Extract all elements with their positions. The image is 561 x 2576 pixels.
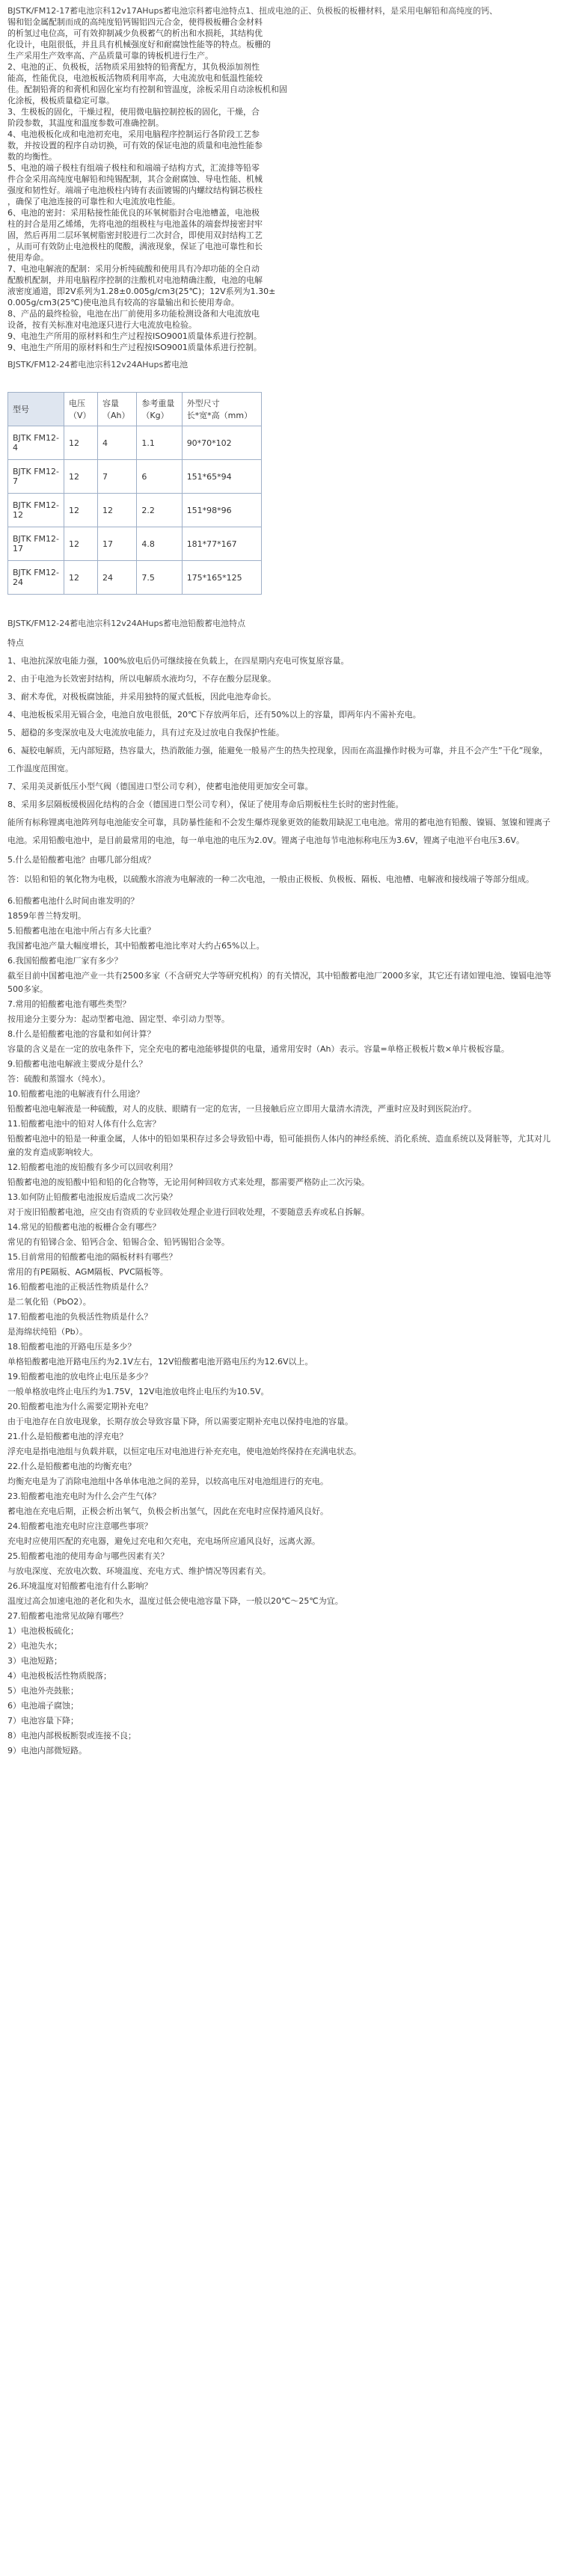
header-voltage-label: 电压 (69, 399, 85, 408)
spec-cell-weight: 2.2 (137, 494, 182, 527)
header-capacity-label: 容量 (102, 399, 119, 408)
faq-line: 1859年普兰特发明。 (7, 911, 86, 921)
faq-line: 2）电池失水； (7, 1641, 62, 1651)
specs-heading: BJSTK/FM12-24蓄电池宗科12v24AHups蓄电池 (7, 360, 188, 369)
faq-line: 6.铅酸蓄电池什么时间由谁发明的？ (7, 896, 139, 906)
header-capacity (98, 393, 137, 426)
intro-paragraph: 化涂板，极板质量稳定可靠。 (7, 96, 114, 105)
spec-cell-weight: 1.1 (137, 426, 182, 460)
intro-paragraph: 9、电池生产所用的原材料和生产过程按ISO9001质量体系进行控制。 (7, 331, 262, 341)
faq-line: 7.常用的铅酸蓄电池有哪些类型？ (7, 999, 131, 1009)
faq-line: 8.什么是铅酸蓄电池的容量和如何计算？ (7, 1029, 156, 1039)
intro-paragraph: 5、电池的端子极柱有组端子极柱和和端端子结构方式，汇流排等铅零 (7, 163, 260, 173)
faq-line: 温度过高会加速电池的老化和失水，温度过低会使电池容量下降，一般以20℃～25℃为宜。 (7, 1596, 343, 1606)
faq-line: 蓄电池在充电后期，正极会析出氧气，负极会析出氢气，因此在充电时应保持通风良好。 (7, 1506, 328, 1516)
intro-paragraph: 使用寿命。 (7, 253, 49, 263)
intro-paragraph: 柱的封合是用乙烯烯，先将电池的组极柱与电池盖体的端套焊接密封牢 (7, 219, 263, 229)
spec-cell-capacity: 7 (98, 460, 137, 494)
intro-paragraph: 化设计，电阻很低，并且具有机械强度好和耐腐蚀性能等的特点。板栅的 (7, 40, 271, 49)
intro-section (7, 6, 554, 352)
faq-line: 16.铅酸蓄电池的正极活性物质是什么？ (7, 1282, 153, 1292)
intro-paragraph: 3、生极板的固化，干燥过程，使用微电脑控制控板的固化，干燥，合 (7, 107, 260, 117)
intro-paragraphs (7, 17, 554, 352)
header-model: 型号 (8, 393, 64, 426)
faq-line: 铅酸蓄电池电解液是一种硫酸，对人的皮肤、眼睛有一定的危害，一旦接触后应立即用大量清水清洗，严重时应及时到医院治疗。 (7, 1104, 476, 1114)
spec-cell-weight: 7.5 (137, 561, 182, 595)
intro-paragraph: 配酸机配制，并用电脑程序控制的注酸机对电池精确注酸，电池的电解 (7, 275, 263, 285)
spec-cell-model: BJTK FM12-24 (8, 561, 64, 595)
intro-paragraph: 件合金采用高纯度电解铅和纯锡配制，其合金耐腐蚀、导电性能、机械 (7, 174, 263, 184)
faq-line: 答：硫酸和蒸馏水（纯水）。 (7, 1074, 111, 1084)
feature-extra-line: 答：以铅和铅的氧化物为电极，以硫酸水溶液为电解液的一种二次电池，一般由正极板、负极板、隔板、电池槽、电解液和接线端子等部分组成。 (7, 874, 534, 884)
feature-item: 1、电池抗深放电能力强，100%放电后仍可继续接在负载上，在四星期内充电可恢复原容量。 (7, 656, 349, 666)
faq-line: 25.铅酸蓄电池的使用寿命与哪些因素有关？ (7, 1551, 169, 1561)
faq-line: 22.什么是铅酸蓄电池的均衡充电？ (7, 1462, 136, 1471)
spec-row (8, 494, 262, 527)
feature-item: 7、采用美灵新低压小型气阀（德国进口型公司专利），使蓄电池使用更加安全可靠。 (7, 782, 313, 791)
header-weight-label: 参考重量 (141, 399, 175, 408)
faq-line: 与放电深度、充放电次数、环境温度、充电方式、维护情况等因素有关。 (7, 1566, 271, 1576)
intro-paragraph: 锡和铝金属配制而成的高纯度铅钙锡铝四元合金，使得极板栅合金材料 (7, 17, 263, 27)
spec-cell-model: BJTK FM12-12 (8, 494, 64, 527)
faq-article (7, 895, 554, 1758)
spec-row (8, 426, 262, 460)
features-extra (7, 814, 554, 889)
intro-paragraph: 2、电池的正、负极板，活物质采用独特的铅膏配方，其负极添加剂性 (7, 62, 260, 72)
faq-line: 15.目前常用的铅酸蓄电池的隔板材料有哪些？ (7, 1252, 177, 1262)
faq-line: 12.铅酸蓄电池的废铅酸有多少可以回收利用？ (7, 1162, 177, 1172)
faq-line: 8）电池内部极板断裂或连接不良； (7, 1731, 136, 1741)
faq-line: 充电时应使用匹配的充电器，避免过充电和欠充电，充电场所应通风良好，远离火源。 (7, 1536, 320, 1546)
faq-line: 按用途分主要分为：起动型蓄电池、固定型、牵引动力型等。 (7, 1014, 230, 1024)
faq-line: 我国蓄电池产量大幅度增长，其中铅酸蓄电池比率对大约占65%以上。 (7, 941, 265, 951)
faq-line: 24.铅酸蓄电池充电时应注意哪些事项？ (7, 1521, 153, 1531)
feature-extra-line: 5.什么是铅酸蓄电池？由哪几部分组成？ (7, 855, 156, 865)
faq-line: 20.铅酸蓄电池为什么需要定期补充电？ (7, 1402, 153, 1411)
spec-cell-capacity: 24 (98, 561, 137, 595)
faq-line: 26.环境温度对铅酸蓄电池有什么影响？ (7, 1581, 153, 1591)
faq-line: 3）电池短路； (7, 1656, 62, 1666)
intro-paragraph: 9、电池生产所用的原材料和生产过程按ISO9001质量体系进行控制。 (7, 343, 262, 352)
features-intro: 特点 (7, 638, 24, 648)
spec-table (7, 392, 262, 595)
intro-paragraph: 数的均衡性。 (7, 152, 57, 162)
faq-line: 6.我国铅酸蓄电池厂家有多少？ (7, 956, 123, 966)
feature-extra-line: 能所有标称锂离电池阵列每电池能安全可靠，具防暴性能和不会发生爆炸现象更效的能数用缺泥工电电池。常用的蓄电池有铅酸、镍镉、氢镍和锂离子电池。采用铅酸电池中，是目前最常用的电池，每一单电池的电压为2.0V。锂离子电池每节电池标称电压为3.6V，锂离子电池平台电压3.6V。 (7, 818, 551, 845)
spec-cell-voltage: 12 (64, 460, 98, 494)
faq-line: 单格铅酸蓄电池开路电压约为2.1V左右，12V铅酸蓄电池开路电压约为12.6V以上。 (7, 1357, 313, 1367)
intro-paragraph: 固，然后再用二层环氧树脂密封胶进行二次封合，即使用双封结构工艺 (7, 230, 263, 240)
intro-paragraph: 设备，按有关标准对电池逐只进行大电流放电检验。 (7, 320, 197, 330)
intro-paragraph: 8、产品的最终检验，电池在出厂前使用多功能检测设备和大电流放电 (7, 309, 260, 319)
intro-paragraph: 6、电池的密封：采用粘接性能优良的环氧树脂封合电池槽盖，电池极 (7, 208, 260, 218)
feature-item: 4、电池板板采用无镉合金，电池自放电很低，20℃下存放两年后，还有50%以上的容量，即两年内不需补充电。 (7, 710, 421, 720)
spec-cell-weight: 6 (137, 460, 182, 494)
header-size-unit: 长*宽*高（mm） (186, 411, 253, 420)
faq-line: 21.什么是铅酸蓄电池的浮充电？ (7, 1432, 128, 1441)
faq-line: 10.铅酸蓄电池的电解液有什么用途？ (7, 1089, 144, 1099)
faq-line: 铅酸蓄电池的废铅酸中铅和铅的化合物等，无论用何种回收方式来处理，都需要严格防止二次污染。 (7, 1177, 370, 1187)
header-voltage (64, 393, 98, 426)
faq-line: 27.铅酸蓄电池常见故障有哪些？ (7, 1611, 128, 1621)
intro-paragraph: 液密度通道，即2V系列为1.28±0.005g/cm3(25℃)；12V系列为1.30± (7, 286, 276, 296)
faq-line: 常用的有PE隔板、AGM隔板、PVC隔板等。 (7, 1267, 168, 1277)
faq-line: 19.铅酸蓄电池的放电终止电压是多少？ (7, 1372, 153, 1381)
faq-line: 均衡充电是为了消除电池组中各单体电池之间的差异，以较高电压对电池组进行的充电。 (7, 1476, 328, 1486)
spec-header-row (8, 393, 262, 426)
header-weight (137, 393, 182, 426)
spec-cell-voltage: 12 (64, 426, 98, 460)
faq-line: 1）电池极板硫化； (7, 1626, 79, 1636)
feature-item: 5、超稳的多变深放电及大电流放电能力，具有过充及过放电自我保护性能。 (7, 728, 284, 737)
spec-cell-model: BJTK FM12-7 (8, 460, 64, 494)
spec-cell-capacity: 17 (98, 527, 137, 561)
spec-cell-model: BJTK FM12-17 (8, 527, 64, 561)
intro-paragraph: 的析氢过电位高，可有效抑制减少负极蓄气的析出和水损耗，其结构优 (7, 28, 263, 38)
faq-line: 由于电池存在自放电现象，长期存放会导致容量下降，所以需要定期补充电以保持电池的容量。 (7, 1417, 353, 1426)
feature-item: 3、耐术寿优，对极板腐蚀能，并采用独特的厦式低板，因此电池寿命长。 (7, 692, 276, 702)
spec-cell-size: 151*98*96 (182, 494, 261, 527)
intro-paragraph: 生产采用生产效率高、产品质量可靠的铸板机进行生产。 (7, 51, 213, 61)
spec-cell-voltage: 12 (64, 561, 98, 595)
feature-item: 6、凝胶电解质，无内部短路，热容量大，热消散能力强，能避免一般易产生的热失控现象，因而在高温操作时极为可靠，并且不会产生”干化”现象，工作温度范围宽。 (7, 746, 548, 773)
header-size-label: 外型尺寸 (186, 399, 220, 408)
spec-cell-weight: 4.8 (137, 527, 182, 561)
faq-line: 18.铅酸蓄电池的开路电压是多少？ (7, 1342, 136, 1352)
header-capacity-unit: （Ah） (102, 411, 130, 420)
spec-cell-capacity: 4 (98, 426, 137, 460)
intro-paragraph: 数，并按设置的程序自动切换，可有效的保证电池的质量和电池性能参 (7, 141, 263, 150)
faq-line: 铅酸蓄电池中的铅是一种重金属，人体中的铅如果积存过多会导致铅中毒，铅可能损伤人体内的神经系统、消化系统、造血系统以及肾脏等，尤其对儿童的发育造成影响较大。 (7, 1134, 551, 1157)
intro-paragraph: 7、电池电解液的配制：采用分析纯硫酸和使用具有冷却功能的全自动 (7, 264, 260, 274)
faq-line: 容量的含义是在一定的放电条件下，完全充电的蓄电池能够提供的电量，通常用安时（Ah）表示。容量=单格正极板片数×单片极板容量。 (7, 1044, 509, 1054)
spec-row (8, 460, 262, 494)
feature-item: 2、由于电池为长效密封结构，所以电解质水液均匀，不存在酸分层现象。 (7, 674, 276, 684)
feature-item: 8、采用多层隔板缓极固化结构的合金（德国进口型公司专利），保证了使用寿命后期板柱生长时的密封性能。 (7, 800, 404, 809)
faq-line: 浮充电是指电池组与负载并联，以恒定电压对电池进行补充充电，使电池始终保持在充满电状态。 (7, 1447, 361, 1456)
spec-cell-voltage: 12 (64, 494, 98, 527)
features-section (7, 634, 554, 889)
faq-line: 17.铅酸蓄电池的负极活性物质是什么？ (7, 1312, 153, 1322)
faq-line: 是海绵状纯铅（Pb）。 (7, 1327, 88, 1337)
features-heading: BJSTK/FM12-24蓄电池宗科12v24AHups蓄电池铅酸蓄电池特点 (7, 619, 246, 628)
spec-cell-model: BJTK FM12-4 (8, 426, 64, 460)
faq-line: 4）电池极板活性物质脱落； (7, 1671, 111, 1681)
intro-paragraph: ，确保了电池连接的可靠性和大电流放电性能。 (7, 197, 180, 206)
faq-line: 截至目前中国蓄电池产业一共有2500多家（不含研究大学等研究机构）的有关情况，其中铅酸蓄电池厂2000多家，其它还有诸如锂电池、镍镉电池等500多家。 (7, 971, 551, 994)
intro-title: BJSTK/FM12-17蓄电池宗科12v17AHups蓄电池宗科蓄电池特点1、扭成电池的正、负极板的板栅材料，是采用电解铅和高纯度的钙、 (7, 6, 498, 16)
spec-table-body (8, 426, 262, 595)
faq-line: 6）电池端子腐蚀； (7, 1701, 79, 1711)
spec-cell-size: 151*65*94 (182, 460, 261, 494)
spec-cell-size: 175*165*125 (182, 561, 261, 595)
faq-line: 5.铅酸蓄电池在电池中所占有多大比重？ (7, 926, 156, 936)
faq-line: 13.如何防止铅酸蓄电池报废后造成二次污染？ (7, 1192, 177, 1202)
intro-paragraph: ，从而可有效防止电池极柱的爬酸，满液现象，保证了电池可靠性和长 (7, 242, 263, 251)
faq-line: 11.铅酸蓄电池中的铅对人体有什么危害？ (7, 1119, 161, 1129)
header-weight-unit: （Kg） (141, 411, 169, 420)
faq-line: 9）电池内部微短路。 (7, 1746, 87, 1755)
faq-line: 常见的有铅锑合金、铅钙合金、铅锡合金、铅钙锡铝合金等。 (7, 1237, 230, 1247)
spec-cell-size: 181*77*167 (182, 527, 261, 561)
features-items (7, 652, 554, 814)
intro-paragraph: 佳。配制铅膏的和膏机和固化室均有控制和管温度，涂板采用自动涂板机和固 (7, 85, 287, 94)
faq-line: 对于废旧铅酸蓄电池，应交由有资质的专业回收处理企业进行回收处理，不要随意丢弃或私自拆解。 (7, 1207, 370, 1217)
faq-line: 5）电池外壳鼓胀； (7, 1686, 79, 1696)
intro-paragraph: 能高，性能优良，电池板板活物质利用率高，大电流放电和低温性能较 (7, 73, 263, 83)
intro-paragraph: 0.005g/cm3(25℃)使电池具有较高的容量输出和长使用寿命。 (7, 298, 239, 307)
spec-cell-size: 90*70*102 (182, 426, 261, 460)
intro-paragraph: 强度和韧性好。端端子电池极柱内铸有表面镀锡的内螺纹结构铜芯极柱 (7, 185, 263, 195)
spec-row (8, 527, 262, 561)
header-voltage-unit: （V） (69, 411, 91, 420)
faq-line: 一般单格放电终止电压约为1.75V，12V电池放电终止电压约为10.5V。 (7, 1387, 269, 1396)
spec-cell-voltage: 12 (64, 527, 98, 561)
faq-line: 是二氧化铅（PbO2）。 (7, 1297, 91, 1307)
intro-paragraph: 阶段参数，其温度和温度参数可准确控制。 (7, 118, 164, 128)
spec-cell-capacity: 12 (98, 494, 137, 527)
faq-line: 14.常见的铅酸蓄电池的板栅合金有哪些？ (7, 1222, 161, 1232)
header-size (182, 393, 261, 426)
faq-line: 23.铅酸蓄电池充电时为什么会产生气体？ (7, 1491, 161, 1501)
faq-line: 9.铅酸蓄电池电解液主要成分是什么？ (7, 1059, 147, 1069)
faq-line: 7）电池容量下降； (7, 1716, 79, 1726)
spec-row (8, 561, 262, 595)
intro-paragraph: 4、电池极板化成和电池初充电，采用电脑程序控制运行各阶段工艺参 (7, 129, 260, 139)
